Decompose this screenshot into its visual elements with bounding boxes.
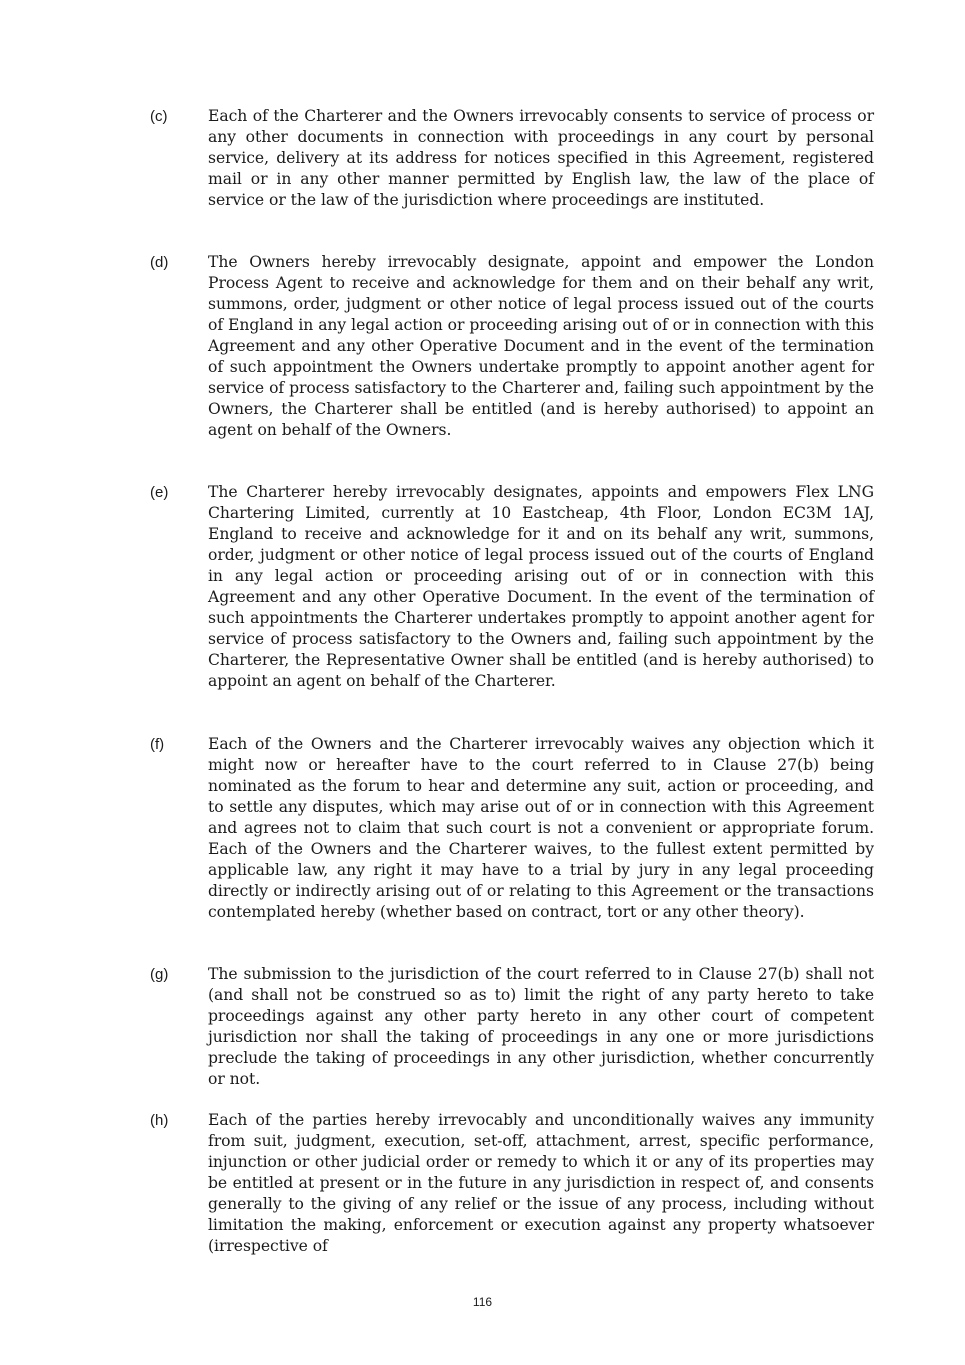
clause-label: (h) (150, 1112, 169, 1129)
clause-text: Each of the parties hereby irrevocably and unconditionally waives any immunity from suit, judgment, execution, set-off, attachment, arrest, specific performance, injunction or other judicial order or remedy to which it or any of its properties may be entitled at present or in the future in any jurisdiction in respect of, and consents generally to the giving of any relief or the issue of any process, including without limitation the making, enforcement or execution against any property whatsoever (irrespective of (208, 1111, 874, 1255)
clause-label: (f) (150, 736, 165, 753)
clause-label: (c) (150, 108, 168, 125)
clause-text: The submission to the jurisdiction of the court referred to in Clause 27(b) shall not (and shall not be construed so as to) limit the right of any party hereto to take proceedings against any other party hereto in any other court of competent jurisdiction nor shall the taking of proceedings in any one or more jurisdictions preclude the taking of proceedings in any other jurisdiction, whether concurrently or not. (208, 965, 874, 1088)
clause-label: (d) (150, 254, 169, 271)
clause-text: The Owners hereby irrevocably designate, appoint and empower the London Process Agent to receive and acknowledge for them and on their behalf any writ, summons, order, judgment or other notice of legal process issued out of the courts of England in any legal action or proceeding arising out of or in connection with this Agreement and any other Operative Document and in the event of the termination of such appointment the Owners undertake promptly to appoint another agent for service of process satisfactory to the Charterer and, failing such appointment by the Owners, the Charterer shall be entitled (and is hereby authorised) to appoint an agent on behalf of the Owners. (208, 253, 874, 439)
clause-text: The Charterer hereby irrevocably designates, appoints and empowers Flex LNG Chartering Limited, currently at 10 Eastcheap, 4th Floor, London EC3M 1AJ, England to receive and acknowledge for it and on its behalf any writ, summons, order, judgment or other notice of legal process issued out of the courts of England in any legal action or proceeding arising out of or in connection with this Agreement and any other Operative Document. In the event of the termination of such appointments the Charterer undertakes promptly to appoint another agent for service of process satisfactory to the Owners and, failing such appointment by the Charterer, the Representative Owner shall be entitled (and is hereby authorised) to appoint an agent on behalf of the Charterer. (208, 483, 874, 690)
clause-text: Each of the Owners and the Charterer irrevocably waives any objection which it might now or hereafter have to the court referred to in Clause 27(b) being nominated as the forum to hear and determine any suit, action or proceeding, and to settle any disputes, which may arise out of or in connection with this Agreement and agrees not to claim that such court is not a convenient or appropriate forum. Each of the Owners and the Charterer waives, to the fullest extent permitted by applicable law, any right it may have to a trial by jury in any legal proceeding directly or indirectly arising out of or relating to this Agreement or the transactions contemplated hereby (whether based on contract, tort or any other theory). (208, 735, 874, 921)
clause-label: (e) (150, 484, 169, 501)
clause-label: (g) (150, 966, 169, 983)
page-number: 116 (472, 1295, 493, 1309)
clause-text: Each of the Charterer and the Owners irrevocably consents to service of process or any other documents in connection with proceedings in any court by personal service, delivery at its address for notices specified in this Agreement, registered mail or in any other manner permitted by English law, the law of the place of service or the law of the jurisdiction where proceedings are instituted. (208, 107, 874, 209)
